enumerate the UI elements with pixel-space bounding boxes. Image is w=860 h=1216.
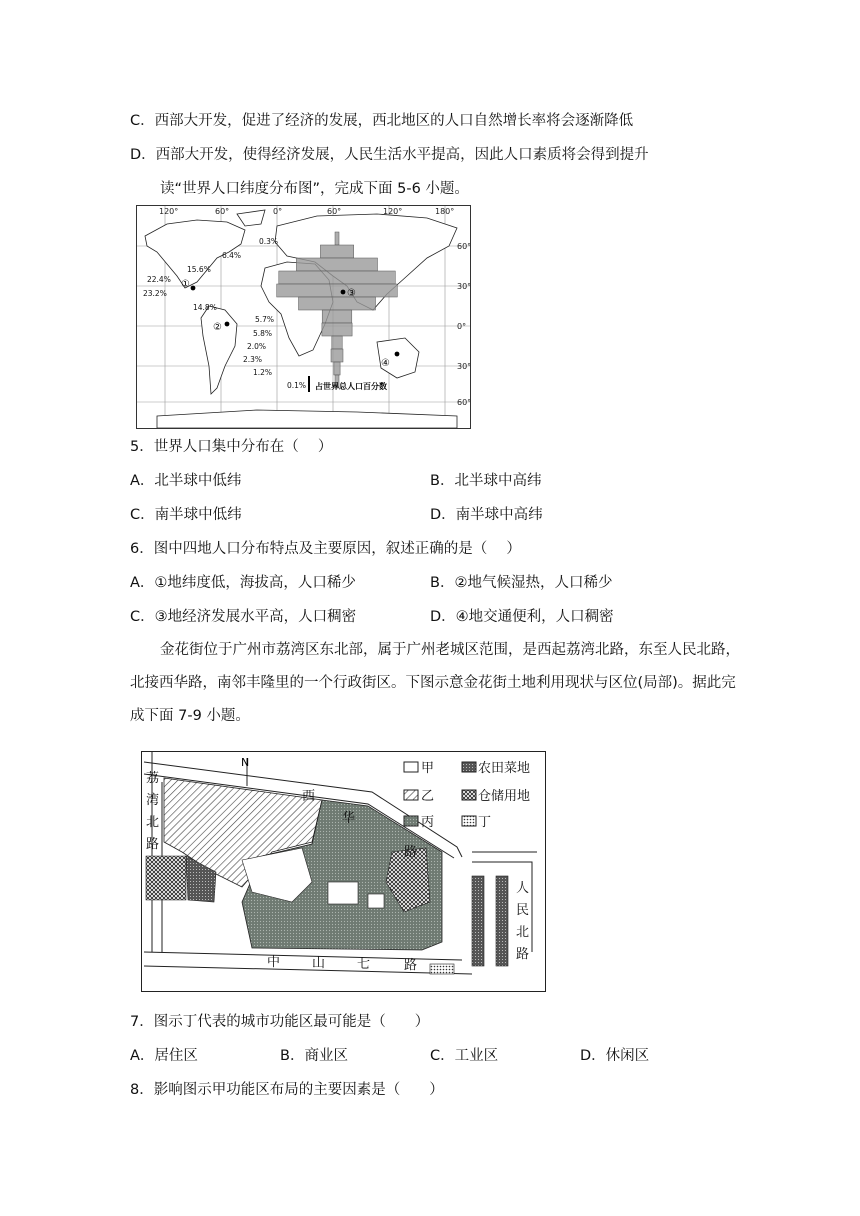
q8-stem: 8．影响图示甲功能区布局的主要因素是（ ） [130, 1082, 444, 1098]
population-bar [279, 271, 396, 284]
percent-label: 0.3% [259, 237, 279, 246]
marker-dot [395, 352, 400, 357]
legend-swatch-storage [462, 790, 476, 800]
lon-label: 180° [435, 207, 455, 216]
q6-option-a[interactable]: A．①地纬度低，海拔高，人口稀少 [130, 575, 356, 591]
legend-swatch-bing [404, 816, 418, 826]
world-population-latitude-map [136, 205, 471, 429]
marker-4: ④ [381, 358, 390, 369]
longitude-labels [159, 207, 454, 216]
q7-option-b[interactable]: B．商业区 [280, 1048, 348, 1064]
option-c-prev: C．西部大开发，促进了经济的发展，西北地区的人口自然增长率将会逐渐降低 [130, 113, 634, 129]
q7-option-d[interactable]: D．休闲区 [580, 1048, 650, 1064]
percent-label: 5.7% [255, 315, 275, 324]
zone-farmland [472, 876, 484, 966]
marker-dot [191, 286, 196, 291]
jinhua-street-land-use-map [141, 751, 546, 992]
legend-yi: 乙 [421, 789, 435, 804]
lat-label: 30° [457, 362, 470, 371]
population-bar [299, 297, 376, 310]
legend-swatch-jia [404, 762, 418, 772]
population-bar [296, 258, 377, 271]
population-bar [332, 336, 342, 349]
legend-jia: 甲 [421, 761, 435, 776]
legend-farmland: 农田菜地 [478, 761, 531, 776]
legend-swatch-farmland [462, 762, 476, 772]
legend-bing: 丙 [421, 815, 435, 830]
lon-label: 60° [215, 207, 230, 216]
road-north-char: 西 [302, 789, 316, 804]
latitude-labels [457, 242, 470, 407]
road-east-char: 人 [516, 881, 530, 896]
marker-dot [341, 290, 346, 295]
population-bar [322, 310, 352, 323]
lon-label: 120° [159, 207, 179, 216]
q7-stem: 7．图示丁代表的城市功能区最可能是（ ） [130, 1014, 430, 1030]
q6-stem: 6．图中四地人口分布特点及主要原因，叙述正确的是（ ） [130, 541, 521, 557]
road-north-char: 华 [342, 811, 356, 826]
road-south-char: 路 [404, 958, 418, 973]
road-east-char: 路 [516, 947, 530, 962]
legend-storage: 仓储用地 [478, 789, 531, 804]
lat-label: 60° [457, 242, 470, 251]
percent-label: 0.1% [287, 381, 307, 390]
percent-label: 23.2% [143, 289, 167, 298]
lon-label: 60° [327, 207, 342, 216]
legend-swatch-ding [462, 816, 476, 826]
road-west-char: 路 [146, 837, 160, 852]
zone-jia [368, 894, 384, 908]
population-bar [277, 284, 398, 297]
lat-label: 60° [457, 398, 470, 407]
road-south-char: 山 [312, 956, 326, 971]
map2-legend [404, 760, 530, 830]
road-west-char: 荔 [146, 771, 160, 786]
population-bar [335, 232, 339, 245]
road-south-char: 七 [357, 957, 371, 972]
q6-option-b[interactable]: B．②地气候湿热，人口稀少 [430, 575, 613, 591]
q6-option-d[interactable]: D．④地交通便利，人口稠密 [430, 609, 614, 625]
road-south-char: 中 [267, 955, 281, 970]
zone-jia [328, 882, 358, 904]
lon-label: 120° [383, 207, 403, 216]
lat-label: 30° [457, 282, 470, 291]
marker-1: ① [181, 279, 190, 290]
percent-label: 22.4% [147, 275, 171, 284]
north-label: N [241, 756, 250, 769]
percent-label: 2.3% [243, 355, 263, 364]
lat-label: 0° [457, 322, 467, 331]
legend-ding: 丁 [478, 815, 492, 830]
q5-option-c[interactable]: C．南半球中低纬 [130, 507, 242, 523]
percent-label: 1.2% [253, 368, 273, 377]
north-arrow [241, 756, 249, 786]
marker-2: ② [213, 322, 222, 333]
marker-dot [225, 322, 230, 327]
population-bar [320, 245, 353, 258]
intro-5-6: 读“世界人口纬度分布图”，完成下面 5-6 小题。 [160, 181, 469, 197]
road-west-char: 湾 [146, 793, 160, 808]
road-east-char: 民 [516, 903, 530, 918]
population-bar [334, 362, 340, 375]
lon-label: 0° [273, 207, 283, 216]
percent-label: 15.6% [187, 265, 211, 274]
percent-label: 14.8% [193, 303, 217, 312]
map1-legend: 占世界总人口百分数 [315, 382, 387, 391]
q7-option-a[interactable]: A．居住区 [130, 1048, 198, 1064]
legend-swatch-yi [404, 790, 418, 800]
road-north-char: 路 [404, 845, 418, 860]
population-bar [331, 349, 343, 362]
q6-option-c[interactable]: C．③地经济发展水平高，人口稠密 [130, 609, 357, 625]
road-west-char: 北 [146, 815, 160, 830]
zone-farmland [496, 876, 508, 966]
q7-option-c[interactable]: C．工业区 [430, 1048, 499, 1064]
zone-storage [146, 856, 186, 900]
percent-label: 5.8% [253, 329, 273, 338]
marker-3: ③ [347, 288, 356, 299]
q5-option-b[interactable]: B．北半球中高纬 [430, 473, 542, 489]
q5-stem: 5．世界人口集中分布在（ ） [130, 439, 333, 455]
q5-option-d[interactable]: D．南半球中高纬 [430, 507, 543, 523]
passage-7-9: 金花街位于广州市荔湾区东北部，属于广州老城区范围，是西起荔湾北路，东至人民北路，北接西华路，南邻丰隆里的一个行政街区。下图示意金花街土地利用现状与区位(局部)。据此完成下面 7-9 小题。 [130, 642, 740, 724]
zone-ding [430, 964, 454, 974]
option-d-prev: D．西部大开发，使得经济发展，人民生活水平提高，因此人口素质将会得到提升 [130, 147, 649, 163]
road-east-char: 北 [516, 925, 530, 940]
percent-label: 2.0% [247, 342, 267, 351]
continent-outlines [145, 210, 457, 428]
percent-label: 6.4% [222, 251, 242, 260]
q5-option-a[interactable]: A．北半球中低纬 [130, 473, 242, 489]
population-bar [322, 323, 352, 336]
